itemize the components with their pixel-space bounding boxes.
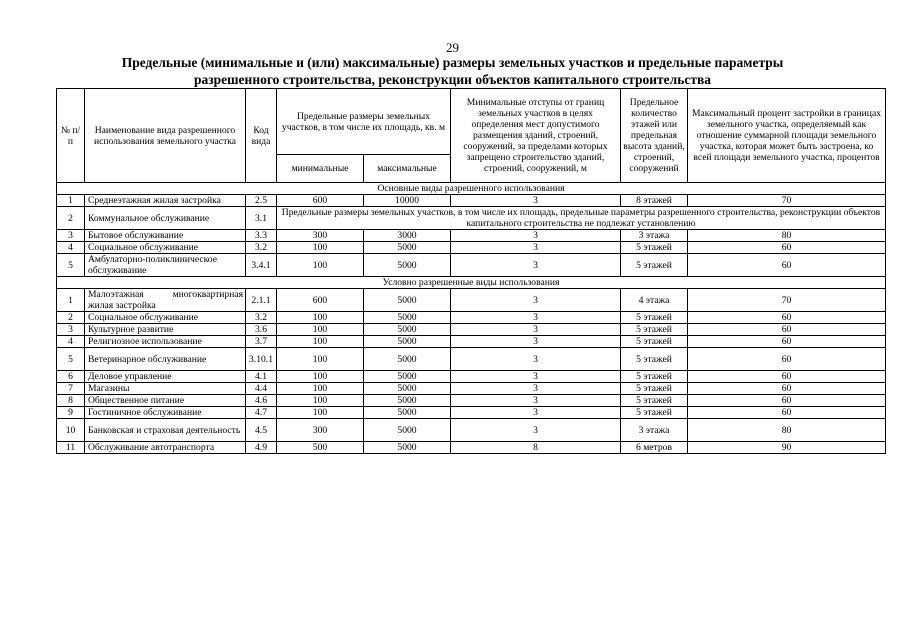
cell-name: Амбулаторно-поликлиническое обслуживание (85, 254, 246, 277)
cell-number: 10 (57, 419, 85, 442)
header-setback: Минимальные отступы от границ земельных участков в целях определения мест допустимого размещения зданий, строений, сооружений, за пределами которых запрещено строительство зданий, строений, сооружений, м (451, 89, 621, 183)
cell-max: 5000 (364, 336, 451, 348)
cell-name: Социальное обслуживание (85, 242, 246, 254)
cell-setback: 8 (451, 442, 621, 454)
header-min: минимальные (277, 155, 364, 183)
table-row (57, 407, 886, 419)
cell-number: 2 (57, 207, 85, 230)
cell-number: 1 (57, 289, 85, 312)
land-parameters-table (56, 88, 886, 454)
cell-code: 3.1 (246, 207, 277, 230)
cell-name: Культурное развитие (85, 324, 246, 336)
cell-name: Религиозное использование (85, 336, 246, 348)
section-title: Основные виды разрешенного использования (57, 183, 886, 195)
cell-min: 600 (277, 195, 364, 207)
cell-number: 3 (57, 230, 85, 242)
cell-setback: 3 (451, 242, 621, 254)
table-row (57, 442, 886, 454)
title-line-2: разрешенного строительства, реконструкции объектов капитального строительства (193, 72, 712, 87)
cell-percent: 80 (688, 230, 886, 242)
table-row (57, 324, 886, 336)
cell-percent: 60 (688, 312, 886, 324)
cell-number: 7 (57, 383, 85, 395)
cell-floors: 5 этажей (621, 336, 688, 348)
cell-percent: 90 (688, 442, 886, 454)
document-title (60, 54, 845, 88)
cell-percent: 60 (688, 371, 886, 383)
cell-setback: 3 (451, 371, 621, 383)
table-row (57, 242, 886, 254)
cell-setback: 3 (451, 383, 621, 395)
table-header (57, 89, 886, 183)
cell-name: Коммунальное обслуживание (85, 207, 246, 230)
header-floors: Предельное количество этажей или предельная высота зданий, строений, сооружений (621, 89, 688, 183)
cell-max: 5000 (364, 419, 451, 442)
cell-percent: 60 (688, 336, 886, 348)
cell-percent: 60 (688, 254, 886, 277)
cell-min: 100 (277, 407, 364, 419)
cell-number: 5 (57, 254, 85, 277)
cell-max: 5000 (364, 395, 451, 407)
cell-floors: 4 этажа (621, 289, 688, 312)
cell-code: 4.9 (246, 442, 277, 454)
table-row (57, 312, 886, 324)
cell-setback: 3 (451, 336, 621, 348)
cell-number: 11 (57, 442, 85, 454)
cell-setback: 3 (451, 324, 621, 336)
table-row (57, 230, 886, 242)
cell-name: Банковская и страховая деятельность (85, 419, 246, 442)
cell-code: 3.7 (246, 336, 277, 348)
header-code: Код вида (246, 89, 277, 183)
cell-percent: 60 (688, 395, 886, 407)
table-row (57, 371, 886, 383)
cell-name: Магазины (85, 383, 246, 395)
cell-min: 100 (277, 395, 364, 407)
cell-floors: 8 этажей (621, 195, 688, 207)
cell-min: 300 (277, 230, 364, 242)
cell-name: Деловое управление (85, 371, 246, 383)
cell-percent: 70 (688, 195, 886, 207)
cell-max: 5000 (364, 407, 451, 419)
cell-floors: 3 этажа (621, 419, 688, 442)
cell-number: 3 (57, 324, 85, 336)
cell-min: 100 (277, 383, 364, 395)
cell-setback: 3 (451, 348, 621, 371)
cell-name: Малоэтажная многоквартирная жилая застройка (85, 289, 246, 312)
cell-max: 5000 (364, 242, 451, 254)
cell-code: 3.10.1 (246, 348, 277, 371)
cell-min: 100 (277, 348, 364, 371)
cell-floors: 5 этажей (621, 383, 688, 395)
table-row (57, 383, 886, 395)
header-name: Наименование вида разрешенного использования земельного участка (85, 89, 246, 183)
cell-setback: 3 (451, 312, 621, 324)
cell-max: 5000 (364, 383, 451, 395)
cell-number: 6 (57, 371, 85, 383)
cell-code: 3.3 (246, 230, 277, 242)
cell-setback: 3 (451, 395, 621, 407)
cell-floors: 5 этажей (621, 312, 688, 324)
cell-min: 500 (277, 442, 364, 454)
cell-max: 5000 (364, 348, 451, 371)
cell-setback: 3 (451, 230, 621, 242)
table-row (57, 395, 886, 407)
table-row (57, 336, 886, 348)
cell-number: 1 (57, 195, 85, 207)
cell-min: 100 (277, 324, 364, 336)
cell-max: 5000 (364, 324, 451, 336)
cell-percent: 60 (688, 324, 886, 336)
cell-name: Обслуживание автотранспорта (85, 442, 246, 454)
cell-min: 600 (277, 289, 364, 312)
header-percent: Максимальный процент застройки в границах земельного участка, определяемый как отношение суммарной площади земельного участка, которая может быть застроена, ко всей площади земельного участка, процентов (688, 89, 886, 183)
cell-min: 100 (277, 242, 364, 254)
cell-name: Социальное обслуживание (85, 312, 246, 324)
cell-setback: 3 (451, 254, 621, 277)
section-title: Условно разрешенные виды использования (57, 277, 886, 289)
cell-percent: 60 (688, 242, 886, 254)
cell-setback: 3 (451, 407, 621, 419)
table-row (57, 419, 886, 442)
cell-max: 3000 (364, 230, 451, 242)
cell-floors: 5 этажей (621, 395, 688, 407)
cell-floors: 3 этажа (621, 230, 688, 242)
cell-min: 300 (277, 419, 364, 442)
table-body (57, 183, 886, 454)
cell-max: 5000 (364, 442, 451, 454)
cell-code: 2.1.1 (246, 289, 277, 312)
cell-number: 5 (57, 348, 85, 371)
table-row (57, 195, 886, 207)
section-row (57, 183, 886, 195)
cell-number: 8 (57, 395, 85, 407)
cell-number: 4 (57, 336, 85, 348)
cell-code: 4.6 (246, 395, 277, 407)
cell-code: 3.2 (246, 242, 277, 254)
table-row (57, 289, 886, 312)
table-row (57, 207, 886, 230)
cell-max: 5000 (364, 312, 451, 324)
cell-max: 5000 (364, 289, 451, 312)
cell-code: 4.5 (246, 419, 277, 442)
cell-number: 9 (57, 407, 85, 419)
table-row (57, 348, 886, 371)
cell-floors: 6 метров (621, 442, 688, 454)
cell-code: 4.1 (246, 371, 277, 383)
cell-max: 10000 (364, 195, 451, 207)
cell-percent: 60 (688, 407, 886, 419)
cell-setback: 3 (451, 419, 621, 442)
cell-name: Ветеринарное обслуживание (85, 348, 246, 371)
cell-setback: 3 (451, 289, 621, 312)
cell-code: 4.7 (246, 407, 277, 419)
table-row (57, 254, 886, 277)
cell-name: Бытовое обслуживание (85, 230, 246, 242)
cell-min: 100 (277, 336, 364, 348)
cell-note: Предельные размеры земельных участков, в том числе их площадь, предельные параметры разрешенного строительства, реконструкции объектов капитального строительства не подлежат установлению (277, 207, 886, 230)
cell-code: 3.4.1 (246, 254, 277, 277)
header-max: максимальные (364, 155, 451, 183)
cell-floors: 5 этажей (621, 348, 688, 371)
cell-min: 100 (277, 371, 364, 383)
cell-name: Среднеэтажная жилая застройка (85, 195, 246, 207)
title-line-1: Предельные (минимальные и (или) максимальные) размеры земельных участков и предельные параметры (121, 55, 784, 70)
cell-floors: 5 этажей (621, 407, 688, 419)
cell-max: 5000 (364, 371, 451, 383)
header-size-group: Предельные размеры земельных участков, в том числе их площадь, кв. м (277, 89, 451, 155)
cell-floors: 5 этажей (621, 254, 688, 277)
cell-code: 3.6 (246, 324, 277, 336)
cell-number: 4 (57, 242, 85, 254)
page-number: 29 (446, 40, 459, 55)
section-row (57, 277, 886, 289)
cell-floors: 5 этажей (621, 371, 688, 383)
header-number: № п/п (57, 89, 85, 183)
cell-code: 3.2 (246, 312, 277, 324)
cell-setback: 3 (451, 195, 621, 207)
cell-max: 5000 (364, 254, 451, 277)
cell-name: Общественное питание (85, 395, 246, 407)
cell-percent: 80 (688, 419, 886, 442)
cell-percent: 60 (688, 348, 886, 371)
cell-percent: 60 (688, 383, 886, 395)
cell-min: 100 (277, 254, 364, 277)
cell-percent: 70 (688, 289, 886, 312)
cell-floors: 5 этажей (621, 242, 688, 254)
cell-floors: 5 этажей (621, 324, 688, 336)
cell-name: Гостиничное обслуживание (85, 407, 246, 419)
cell-code: 2.5 (246, 195, 277, 207)
cell-min: 100 (277, 312, 364, 324)
cell-number: 2 (57, 312, 85, 324)
cell-code: 4.4 (246, 383, 277, 395)
